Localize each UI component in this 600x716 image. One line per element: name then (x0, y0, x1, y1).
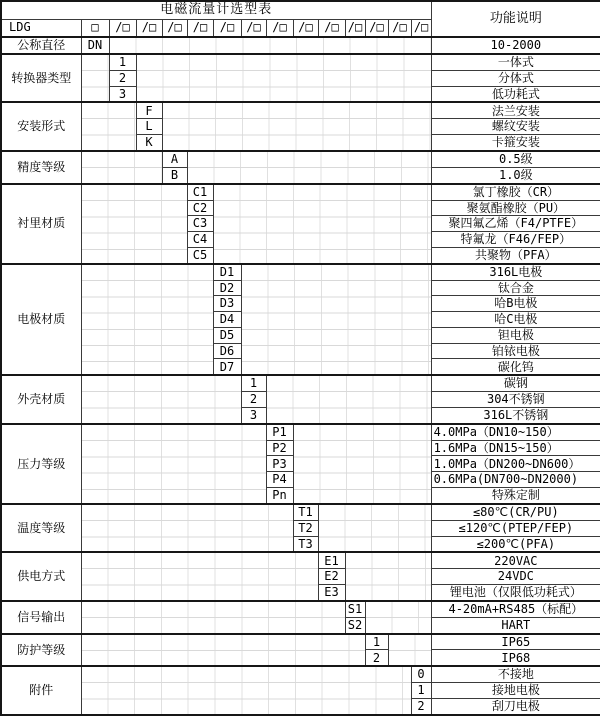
model-code-slot: /□ (293, 19, 318, 37)
grid-filler-left (81, 375, 241, 424)
desc-cell: 刮刀电极 (431, 698, 600, 715)
model-code-slot: /□ (213, 19, 241, 37)
desc-cell: 316L电极 (431, 264, 600, 280)
desc-cell: 0.6MPa(DN700~DN2000) (431, 472, 600, 488)
section-label: 附件 (1, 666, 81, 715)
code-cell: C1 (187, 184, 213, 200)
desc-cell: 1.0MPa（DN200~DN600） (431, 456, 600, 472)
desc-cell: 一体式 (431, 54, 600, 70)
section-label: 供电方式 (1, 552, 81, 601)
code-cell: 2 (365, 650, 388, 666)
code-cell: C4 (187, 232, 213, 248)
desc-cell: 氯丁橡胶（CR） (431, 184, 600, 200)
desc-cell: 24VDC (431, 569, 600, 585)
desc-cell: ≤200℃(PFA) (431, 536, 600, 552)
code-cell: B (162, 167, 187, 183)
model-code-slot: /□ (136, 19, 162, 37)
code-cell: D3 (213, 296, 241, 312)
code-cell: D1 (213, 264, 241, 280)
code-cell: P4 (266, 472, 293, 488)
desc-cell: IP65 (431, 634, 600, 650)
code-cell: 3 (241, 407, 266, 423)
desc-cell: 聚四氟乙烯（F4/PTFE） (431, 216, 600, 232)
code-cell: D6 (213, 343, 241, 359)
section-label: 外壳材质 (1, 375, 81, 424)
section-label: 精度等级 (1, 151, 81, 184)
model-code-slot: /□ (345, 19, 365, 37)
model-code-slot: /□ (241, 19, 266, 37)
desc-cell: 哈C电极 (431, 312, 600, 328)
desc-cell: 分体式 (431, 70, 600, 86)
desc-cell: 低功耗式 (431, 86, 600, 102)
grid-filler-right (241, 264, 431, 376)
desc-cell: 不接地 (431, 666, 600, 682)
desc-cell: 1.0级 (431, 167, 600, 183)
section-label: 信号输出 (1, 601, 81, 634)
grid-filler-left (81, 552, 318, 601)
code-cell: 0 (411, 666, 431, 682)
code-cell: S2 (345, 617, 365, 633)
model-code-slot: /□ (162, 19, 187, 37)
code-cell: E2 (318, 569, 345, 585)
grid-filler-left (81, 504, 293, 553)
code-cell: 1 (411, 683, 431, 699)
desc-cell: 聚氨酯橡胶（PU） (431, 200, 600, 216)
section-label: 衬里材质 (1, 184, 81, 264)
grid-filler-left (81, 264, 213, 376)
code-cell: 2 (109, 70, 136, 86)
desc-cell: 10-2000 (431, 37, 600, 54)
code-cell: C3 (187, 216, 213, 232)
code-cell: DN (81, 37, 109, 54)
desc-cell: ≤80℃(CR/PU) (431, 504, 600, 520)
model-code-slot: /□ (318, 19, 345, 37)
grid-filler-right (162, 102, 431, 151)
desc-cell: 4-20mA+RS485（标配） (431, 601, 600, 617)
code-cell: 2 (241, 392, 266, 408)
desc-cell: 钽电极 (431, 327, 600, 343)
desc-cell: 碳化钨 (431, 359, 600, 375)
grid-filler-right (345, 552, 431, 601)
function-column-header: 功能说明 (431, 1, 600, 37)
model-code-box: □ (81, 19, 109, 37)
desc-cell: 特殊定制 (431, 488, 600, 504)
grid-filler-left (81, 151, 162, 184)
grid-filler-left (81, 184, 187, 264)
desc-cell: 304不锈钢 (431, 392, 600, 408)
grid-filler-right (293, 424, 431, 504)
grid-filler-right (136, 54, 431, 103)
code-cell: K (136, 135, 162, 151)
code-cell: E1 (318, 552, 345, 568)
desc-cell: 碳钢 (431, 375, 600, 391)
code-cell: 1 (365, 634, 388, 650)
section-label: 防护等级 (1, 634, 81, 667)
code-cell: D4 (213, 312, 241, 328)
code-cell: D5 (213, 327, 241, 343)
model-code-slot: /□ (388, 19, 411, 37)
desc-cell: ≤120℃(PTEP/FEP) (431, 520, 600, 536)
desc-cell: 铂铱电极 (431, 343, 600, 359)
grid-filler-left (81, 634, 365, 667)
grid-filler-right (109, 37, 431, 54)
grid-filler-left (81, 666, 411, 715)
code-cell: T2 (293, 520, 318, 536)
code-cell: C5 (187, 247, 213, 263)
section-label: 温度等级 (1, 504, 81, 553)
code-cell: E3 (318, 585, 345, 601)
desc-cell: 法兰安装 (431, 102, 600, 118)
code-cell: Pn (266, 488, 293, 504)
section-label: 压力等级 (1, 424, 81, 504)
desc-cell: 共聚物（PFA） (431, 247, 600, 263)
section-label: 公称直径 (1, 37, 81, 54)
section-label: 安装形式 (1, 102, 81, 151)
code-cell: F (136, 102, 162, 118)
desc-cell: 卡箍安装 (431, 135, 600, 151)
code-cell: 3 (109, 86, 136, 102)
code-cell: 1 (109, 54, 136, 70)
model-code-slot: /□ (411, 19, 431, 37)
desc-cell: 1.6MPa（DN15~150） (431, 440, 600, 456)
desc-cell: 螺纹安装 (431, 119, 600, 135)
code-cell: 1 (241, 375, 266, 391)
desc-cell: 接地电极 (431, 683, 600, 699)
model-prefix: LDG (1, 19, 81, 37)
code-cell: P3 (266, 456, 293, 472)
model-code-slot: /□ (109, 19, 136, 37)
table-title: 电磁流量计选型表 (1, 1, 431, 19)
code-cell: L (136, 119, 162, 135)
grid-filler-left (81, 54, 109, 103)
desc-cell: 316L不锈钢 (431, 407, 600, 423)
code-cell: A (162, 151, 187, 167)
code-cell: C2 (187, 200, 213, 216)
selection-table-body (1, 1, 600, 715)
grid-filler-right (318, 504, 431, 553)
grid-filler-left (81, 102, 136, 151)
code-cell: S1 (345, 601, 365, 617)
model-code-slot: /□ (187, 19, 213, 37)
desc-cell: HART (431, 617, 600, 633)
desc-cell: 哈B电极 (431, 296, 600, 312)
model-code-slot: /□ (266, 19, 293, 37)
desc-cell: 220VAC (431, 552, 600, 568)
grid-filler-right (187, 151, 431, 184)
section-label: 转换器类型 (1, 54, 81, 103)
code-cell: P2 (266, 440, 293, 456)
code-cell: T3 (293, 536, 318, 552)
grid-filler-left (81, 601, 345, 634)
code-cell: P1 (266, 424, 293, 440)
model-code-slot: /□ (365, 19, 388, 37)
code-cell: D7 (213, 359, 241, 375)
desc-cell: 钛合金 (431, 280, 600, 296)
desc-cell: 特氟龙（F46/FEP） (431, 232, 600, 248)
section-label: 电极材质 (1, 264, 81, 376)
desc-cell: 0.5级 (431, 151, 600, 167)
code-cell: T1 (293, 504, 318, 520)
desc-cell: IP68 (431, 650, 600, 666)
grid-filler-left (81, 424, 266, 504)
grid-filler-right (213, 184, 431, 264)
grid-filler-right (388, 634, 431, 667)
grid-filler-right (266, 375, 431, 424)
desc-cell: 4.0MPa（DN10~150） (431, 424, 600, 440)
desc-cell: 锂电池（仅限低功耗式） (431, 585, 600, 601)
grid-filler-right (365, 601, 431, 634)
code-cell: 2 (411, 698, 431, 715)
code-cell: D2 (213, 280, 241, 296)
